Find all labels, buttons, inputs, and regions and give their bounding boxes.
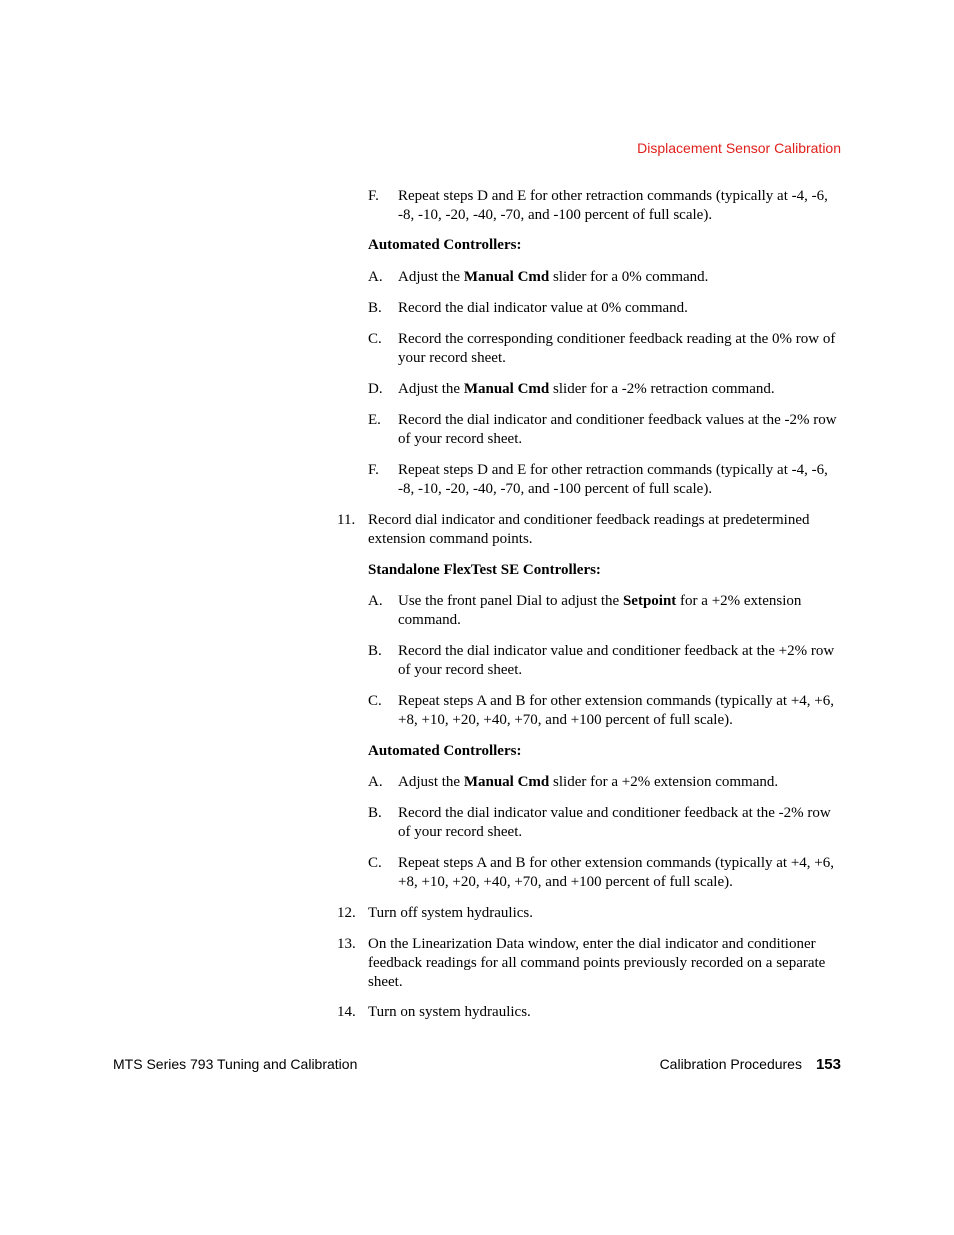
automated-controllers-heading: Automated Controllers: bbox=[368, 237, 522, 253]
item-letter: B. bbox=[368, 805, 382, 821]
step-text: Turn on system hydraulics. bbox=[368, 1004, 531, 1020]
standalone-controllers-heading: Standalone FlexTest SE Controllers: bbox=[368, 562, 601, 578]
item-text: Repeat steps A and B for other extension commands (typically at +4, +6, +8, +10, +20, +40, +70, and +100 percent of full scale). bbox=[398, 693, 834, 728]
list-item-automated-a bbox=[368, 268, 842, 287]
item-letter: F. bbox=[368, 462, 379, 478]
item-letter: A. bbox=[368, 269, 383, 285]
item-letter: E. bbox=[368, 412, 381, 428]
item-letter: B. bbox=[368, 300, 382, 316]
item-letter: C. bbox=[368, 855, 382, 871]
item-text: Adjust the Manual Cmd slider for a +2% extension command. bbox=[398, 774, 779, 790]
running-header: Displacement Sensor Calibration bbox=[637, 140, 841, 156]
footer-section-title: Calibration Procedures bbox=[659, 1056, 802, 1072]
list-item-standalone-a bbox=[368, 592, 842, 630]
list-item-automated2-c bbox=[368, 854, 842, 892]
step-text: Record dial indicator and conditioner feedback readings at predetermined extension command points. bbox=[368, 512, 810, 547]
step-14 bbox=[337, 1003, 842, 1022]
manual-cmd-term: Manual Cmd bbox=[463, 381, 550, 397]
step-12 bbox=[337, 904, 842, 923]
item-text: Repeat steps A and B for other extension commands (typically at +4, +6, +8, +10, +20, +40, +70, and +100 percent of full scale). bbox=[398, 855, 834, 890]
list-item-automated-e bbox=[368, 411, 842, 449]
item-text: Repeat steps D and E for other retraction commands (typically at -4, -6, -8, -10, -20, -40, -70, and -100 percent of full scale). bbox=[398, 188, 828, 223]
item-text: Record the dial indicator value and conditioner feedback at the -2% row of your record sheet. bbox=[398, 805, 831, 840]
item-text: Adjust the Manual Cmd slider for a -2% retraction command. bbox=[398, 381, 775, 397]
step-text: Turn off system hydraulics. bbox=[368, 905, 533, 921]
item-letter: B. bbox=[368, 643, 382, 659]
list-item-automated-b bbox=[368, 299, 842, 318]
list-item-automated2-a bbox=[368, 773, 842, 792]
list-item-automated-d bbox=[368, 380, 842, 399]
page-number: 153 bbox=[815, 1056, 841, 1073]
footer-book-title: MTS Series 793 Tuning and Calibration bbox=[113, 1056, 358, 1072]
item-text: Record the dial indicator value and conditioner feedback at the +2% row of your record sheet. bbox=[398, 643, 835, 678]
item-text: Use the front panel Dial to adjust the Setpoint for a +2% extension command. bbox=[398, 593, 802, 628]
item-letter: C. bbox=[368, 331, 382, 347]
item-text: Adjust the Manual Cmd slider for a 0% command. bbox=[398, 269, 709, 285]
list-item-automated2-b bbox=[368, 804, 842, 842]
step-13 bbox=[337, 935, 842, 992]
list-item-automated-f bbox=[368, 461, 842, 499]
item-letter: A. bbox=[368, 593, 383, 609]
item-letter: D. bbox=[368, 381, 383, 397]
item-letter: C. bbox=[368, 693, 382, 709]
manual-cmd-term: Manual Cmd bbox=[463, 774, 550, 790]
step-number: 14. bbox=[337, 1004, 356, 1020]
list-item-automated-c bbox=[368, 330, 842, 368]
step-text: On the Linearization Data window, enter the dial indicator and conditioner feedback readings for all command points previously recorded on a separate sheet. bbox=[368, 936, 826, 990]
item-text: Record the corresponding conditioner feedback reading at the 0% row of your record sheet. bbox=[398, 331, 836, 366]
item-letter: A. bbox=[368, 774, 383, 790]
setpoint-term: Setpoint bbox=[622, 593, 677, 609]
item-letter: F. bbox=[368, 188, 379, 204]
manual-cmd-term: Manual Cmd bbox=[463, 269, 550, 285]
list-item-standalone-b bbox=[368, 642, 842, 680]
item-text: Record the dial indicator value at 0% command. bbox=[398, 300, 688, 316]
item-text: Record the dial indicator and conditioner feedback values at the -2% row of your record sheet. bbox=[398, 412, 837, 447]
step-number: 13. bbox=[337, 936, 356, 952]
list-item-intro-f bbox=[368, 187, 842, 225]
automated-controllers-heading-2: Automated Controllers: bbox=[368, 743, 522, 759]
step-number: 12. bbox=[337, 905, 356, 921]
step-11 bbox=[337, 511, 842, 549]
footer-right bbox=[660, 1056, 841, 1073]
item-text: Repeat steps D and E for other retraction commands (typically at -4, -6, -8, -10, -20, -40, -70, and -100 percent of full scale). bbox=[398, 462, 828, 497]
step-number: 11. bbox=[337, 512, 356, 528]
list-item-standalone-c bbox=[368, 692, 842, 730]
